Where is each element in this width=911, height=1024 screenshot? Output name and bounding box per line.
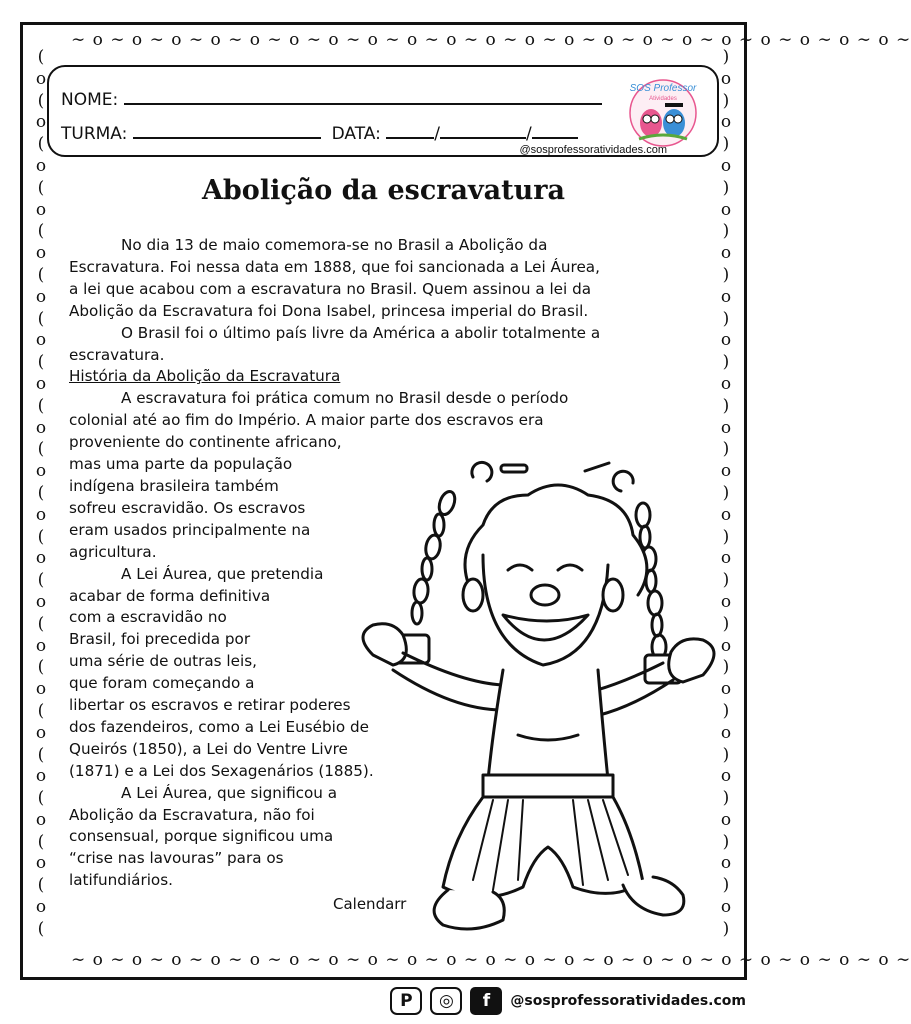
text-line: Escravatura. Foi nessa data em 1888, que foi sancionada a Lei Áurea, (69, 257, 600, 276)
student-info-box (47, 65, 719, 157)
text-line: A Lei Áurea, que pretendia (121, 564, 324, 583)
text-line: Queirós (1850), a Lei do Ventre Livre (69, 739, 348, 758)
left-fist (363, 624, 406, 665)
date-label: DATA: (331, 124, 381, 144)
text-line: agricultura. (69, 542, 157, 561)
class-date-row (61, 121, 578, 144)
pants-waistband (483, 775, 613, 797)
text-line: escravatura. (69, 345, 165, 364)
decorative-border-left: ( o ( o ( o ( o ( o ( o ( o ( o ( o ( o ( o ( o ( o ( o ( o ( o ( o ( o ( o ( o ( (35, 47, 47, 939)
chain-link-fragment (501, 465, 527, 472)
date-day-field[interactable] (386, 121, 434, 139)
logo-text: SOS Professor (629, 83, 697, 94)
left-chain (412, 489, 458, 624)
text-line: consensual, porque significou uma (69, 827, 334, 846)
chain-link-fragment (613, 471, 633, 491)
page-title: Abolição da escravatura (201, 175, 565, 206)
pinterest-icon[interactable]: P (390, 987, 422, 1015)
torso (488, 670, 608, 780)
right-ear (603, 579, 623, 611)
header-handle: @sosprofessoratividades.com (519, 144, 667, 156)
date-month-field[interactable] (440, 121, 526, 139)
right-fist (669, 639, 714, 682)
text-line: indígena brasileira também (69, 476, 279, 495)
text-line: dos fazendeiros, como a Lei Eusébio de (69, 717, 369, 736)
name-label: NOME: (61, 90, 119, 110)
text-line: Abolição da Escravatura, não foi (69, 805, 315, 824)
instagram-icon[interactable]: ◎ (430, 987, 462, 1015)
left-foot (434, 890, 504, 929)
section-subtitle: História da Abolição da Escravatura (69, 367, 341, 386)
text-line: O Brasil foi o último país livre da América a abolir totalmente a (121, 323, 601, 342)
sos-professor-logo (619, 73, 707, 147)
left-arm (393, 670, 503, 710)
decorative-border-bottom: ∼ o ∼ o ∼ o ∼ o ∼ o ∼ o ∼ o ∼ o ∼ o ∼ o ∼ o ∼ o ∼ o ∼ o ∼ o ∼ o ∼ o ∼ o ∼ o ∼ o ∼ o ∼ (71, 950, 911, 970)
text-line: No dia 13 de maio comemora-se no Brasil a Abolição da (121, 236, 548, 254)
date-separator: / (525, 124, 532, 144)
text-line: “crise nas lavouras” para os (69, 849, 284, 868)
text-line: A Lei Áurea, que significou a (121, 783, 338, 802)
decorative-border-right: ) o ) o ) o ) o ) o ) o ) o ) o ) o ) o ) o ) o ) o ) o ) o ) o ) o ) o ) o ) o ) (720, 47, 732, 939)
logo-subtext: Atividades (649, 96, 677, 102)
text-line: a lei que acabou com a escravatura no Brasil. Quem assinou a lei da (69, 279, 592, 298)
text-line: latifundiários. (69, 871, 173, 890)
text-line: sofreu escravidão. Os escravos (69, 498, 306, 517)
text-line: acabar de forma definitiva (69, 586, 271, 605)
text-line: mas uma parte da população (69, 455, 293, 474)
class-label: TURMA: (61, 124, 128, 144)
striped-pants (443, 797, 643, 897)
text-line: libertar os escravos e retirar poderes (69, 696, 351, 715)
text-line: uma série de outras leis, (69, 652, 257, 671)
text-line: (1871) e a Lei dos Sexagenários (1885). (69, 761, 374, 780)
face (483, 555, 608, 665)
text-line: Abolição da Escravatura foi Dona Isabel, princesa imperial do Brasil. (69, 301, 589, 320)
date-separator: / (434, 124, 440, 144)
text-line: A escravatura foi prática comum no Brasil desde o período (121, 389, 569, 408)
class-field[interactable] (133, 121, 321, 139)
chain-link-fragment (472, 462, 492, 481)
chain-link-fragment (585, 463, 609, 471)
footer-handle[interactable]: @sosprofessoratividades.com (510, 993, 746, 1009)
worksheet-frame (20, 22, 911, 980)
text-line: que foram começando a (69, 674, 255, 693)
illustration-credit: Calendarr (333, 895, 407, 913)
date-year-field[interactable] (532, 121, 578, 139)
text-line: eram usados principalmente na (69, 520, 311, 539)
social-footer (390, 986, 746, 1016)
name-row (61, 87, 602, 110)
text-line: Brasil, foi precedida por (69, 630, 251, 649)
facebook-icon[interactable]: f (470, 987, 502, 1015)
name-field[interactable] (124, 87, 602, 105)
right-foot (623, 877, 684, 915)
text-line: proveniente do continente africano, (69, 433, 342, 452)
text-line: colonial até ao fim do Império. A maior parte dos escravos era (69, 411, 544, 430)
text-line: com a escravidão no (69, 608, 227, 627)
left-ear (463, 579, 483, 611)
decorative-border-top: ∼ o ∼ o ∼ o ∼ o ∼ o ∼ o ∼ o ∼ o ∼ o ∼ o ∼ o ∼ o ∼ o ∼ o ∼ o ∼ o ∼ o ∼ o ∼ o ∼ o ∼ o ∼ (71, 30, 911, 50)
